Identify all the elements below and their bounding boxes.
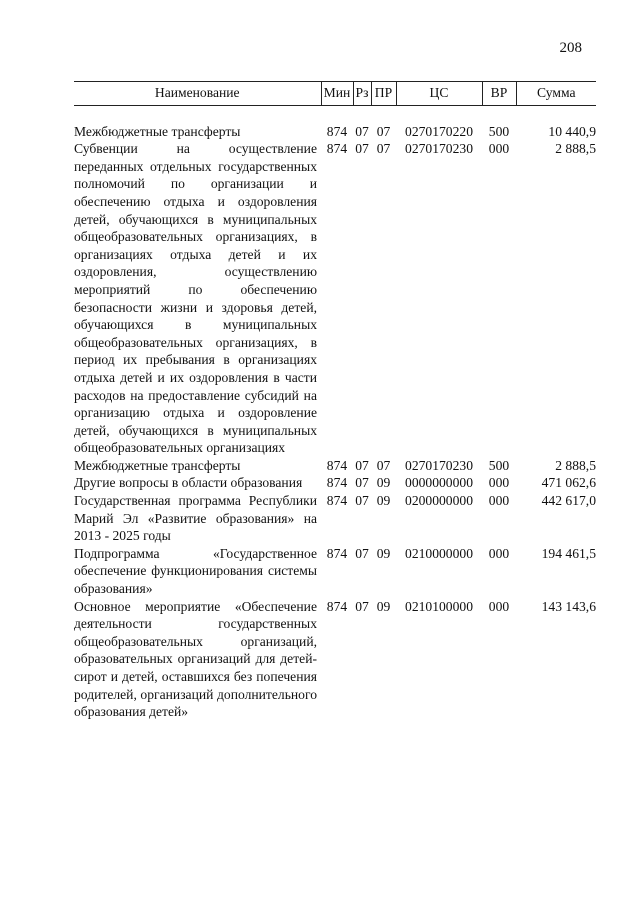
header-cs: ЦС bbox=[396, 82, 482, 106]
row-name: Межбюджетные трансферты bbox=[74, 123, 241, 139]
table-spacer bbox=[74, 105, 596, 123]
row-vr: 000 bbox=[488, 141, 510, 157]
row-pr: 07 bbox=[376, 141, 391, 157]
row-rz: 07 bbox=[355, 545, 369, 561]
row-name: Субвенции на осуществление переданных отдельных государственных полномочий по организации и обеспечению отдыха и оздоровления детей, обучающихся в муниципальных общеобразовательных организациях, в организациях отдыха детей и их оздоровления, осуществлению мероприятий по обеспечению безопасности жизни и здоровья детей, обучающихся в муниципальных общеобразовательных организациях, в период их пребывания в организациях отдыха детей и их оздоровления в части расходов на предоставление субсидий на организацию отдыха и оздоровление детей, обучающихся в муниципальных общеобразовательных организациях bbox=[74, 141, 317, 456]
row-min: 874 bbox=[326, 123, 348, 139]
row-rz: 07 bbox=[355, 457, 369, 473]
header-vr: ВР bbox=[482, 82, 516, 106]
row-name: Другие вопросы в области образования bbox=[74, 475, 303, 491]
table-row bbox=[74, 474, 596, 492]
row-sum: 442 617,0 bbox=[541, 493, 596, 509]
row-vr: 000 bbox=[488, 493, 510, 509]
row-sum: 471 062,6 bbox=[541, 475, 596, 491]
row-name: Государственная программа Республики Марий Эл «Развитие образования» на 2013 - 2025 годы bbox=[74, 493, 317, 544]
row-vr: 000 bbox=[488, 475, 510, 491]
row-sum: 2 888,5 bbox=[555, 141, 596, 157]
row-pr: 09 bbox=[376, 475, 391, 491]
row-vr: 000 bbox=[488, 545, 510, 561]
table-row bbox=[74, 457, 596, 475]
row-pr: 09 bbox=[376, 493, 391, 509]
budget-table bbox=[74, 81, 596, 721]
table-row bbox=[74, 123, 596, 141]
header-name: Наименование bbox=[74, 82, 321, 106]
row-cs: 0200000000 bbox=[405, 493, 473, 509]
row-sum: 10 440,9 bbox=[548, 123, 596, 139]
row-pr: 07 bbox=[376, 123, 391, 139]
header-sum: Сумма bbox=[516, 82, 596, 106]
row-min: 874 bbox=[326, 475, 348, 491]
row-rz: 07 bbox=[355, 475, 369, 491]
row-pr: 09 bbox=[376, 545, 391, 561]
row-rz: 07 bbox=[355, 598, 369, 614]
table-header-row bbox=[74, 82, 596, 106]
row-name: Подпрограмма «Государственное обеспечение функционирования системы образования» bbox=[74, 545, 317, 597]
table-row bbox=[74, 598, 596, 721]
header-pr: ПР bbox=[371, 82, 396, 106]
row-sum: 2 888,5 bbox=[555, 457, 596, 473]
header-min: Мин bbox=[321, 82, 353, 106]
header-rz: Рз bbox=[353, 82, 371, 106]
row-rz: 07 bbox=[355, 493, 369, 509]
row-pr: 09 bbox=[376, 598, 391, 614]
row-sum: 194 461,5 bbox=[541, 545, 596, 561]
row-vr: 500 bbox=[488, 123, 510, 139]
row-min: 874 bbox=[326, 457, 348, 473]
page-number: 208 bbox=[559, 40, 582, 56]
row-name: Межбюджетные трансферты bbox=[74, 457, 241, 473]
row-cs: 0270170230 bbox=[405, 141, 473, 157]
row-rz: 07 bbox=[355, 141, 369, 157]
table-row bbox=[74, 492, 596, 545]
row-name: Основное мероприятие «Обеспечение деятельности государственных общеобразовательных организаций, образовательных организаций для детей-сирот и детей, оставшихся без попечения родителей, организаций дополнительного образования детей» bbox=[74, 598, 317, 720]
row-sum: 143 143,6 bbox=[541, 598, 596, 614]
table-row bbox=[74, 140, 596, 457]
row-cs: 0210100000 bbox=[405, 598, 473, 614]
row-min: 874 bbox=[326, 545, 348, 561]
row-cs: 0270170220 bbox=[405, 123, 473, 139]
row-min: 874 bbox=[326, 493, 348, 509]
row-min: 874 bbox=[326, 598, 348, 614]
row-vr: 000 bbox=[488, 598, 510, 614]
row-vr: 500 bbox=[488, 457, 510, 473]
row-cs: 0210000000 bbox=[405, 545, 473, 561]
row-cs: 0000000000 bbox=[405, 475, 473, 491]
row-rz: 07 bbox=[355, 123, 369, 139]
row-cs: 0270170230 bbox=[405, 457, 473, 473]
row-pr: 07 bbox=[376, 457, 391, 473]
table-row bbox=[74, 545, 596, 598]
row-min: 874 bbox=[326, 141, 348, 157]
